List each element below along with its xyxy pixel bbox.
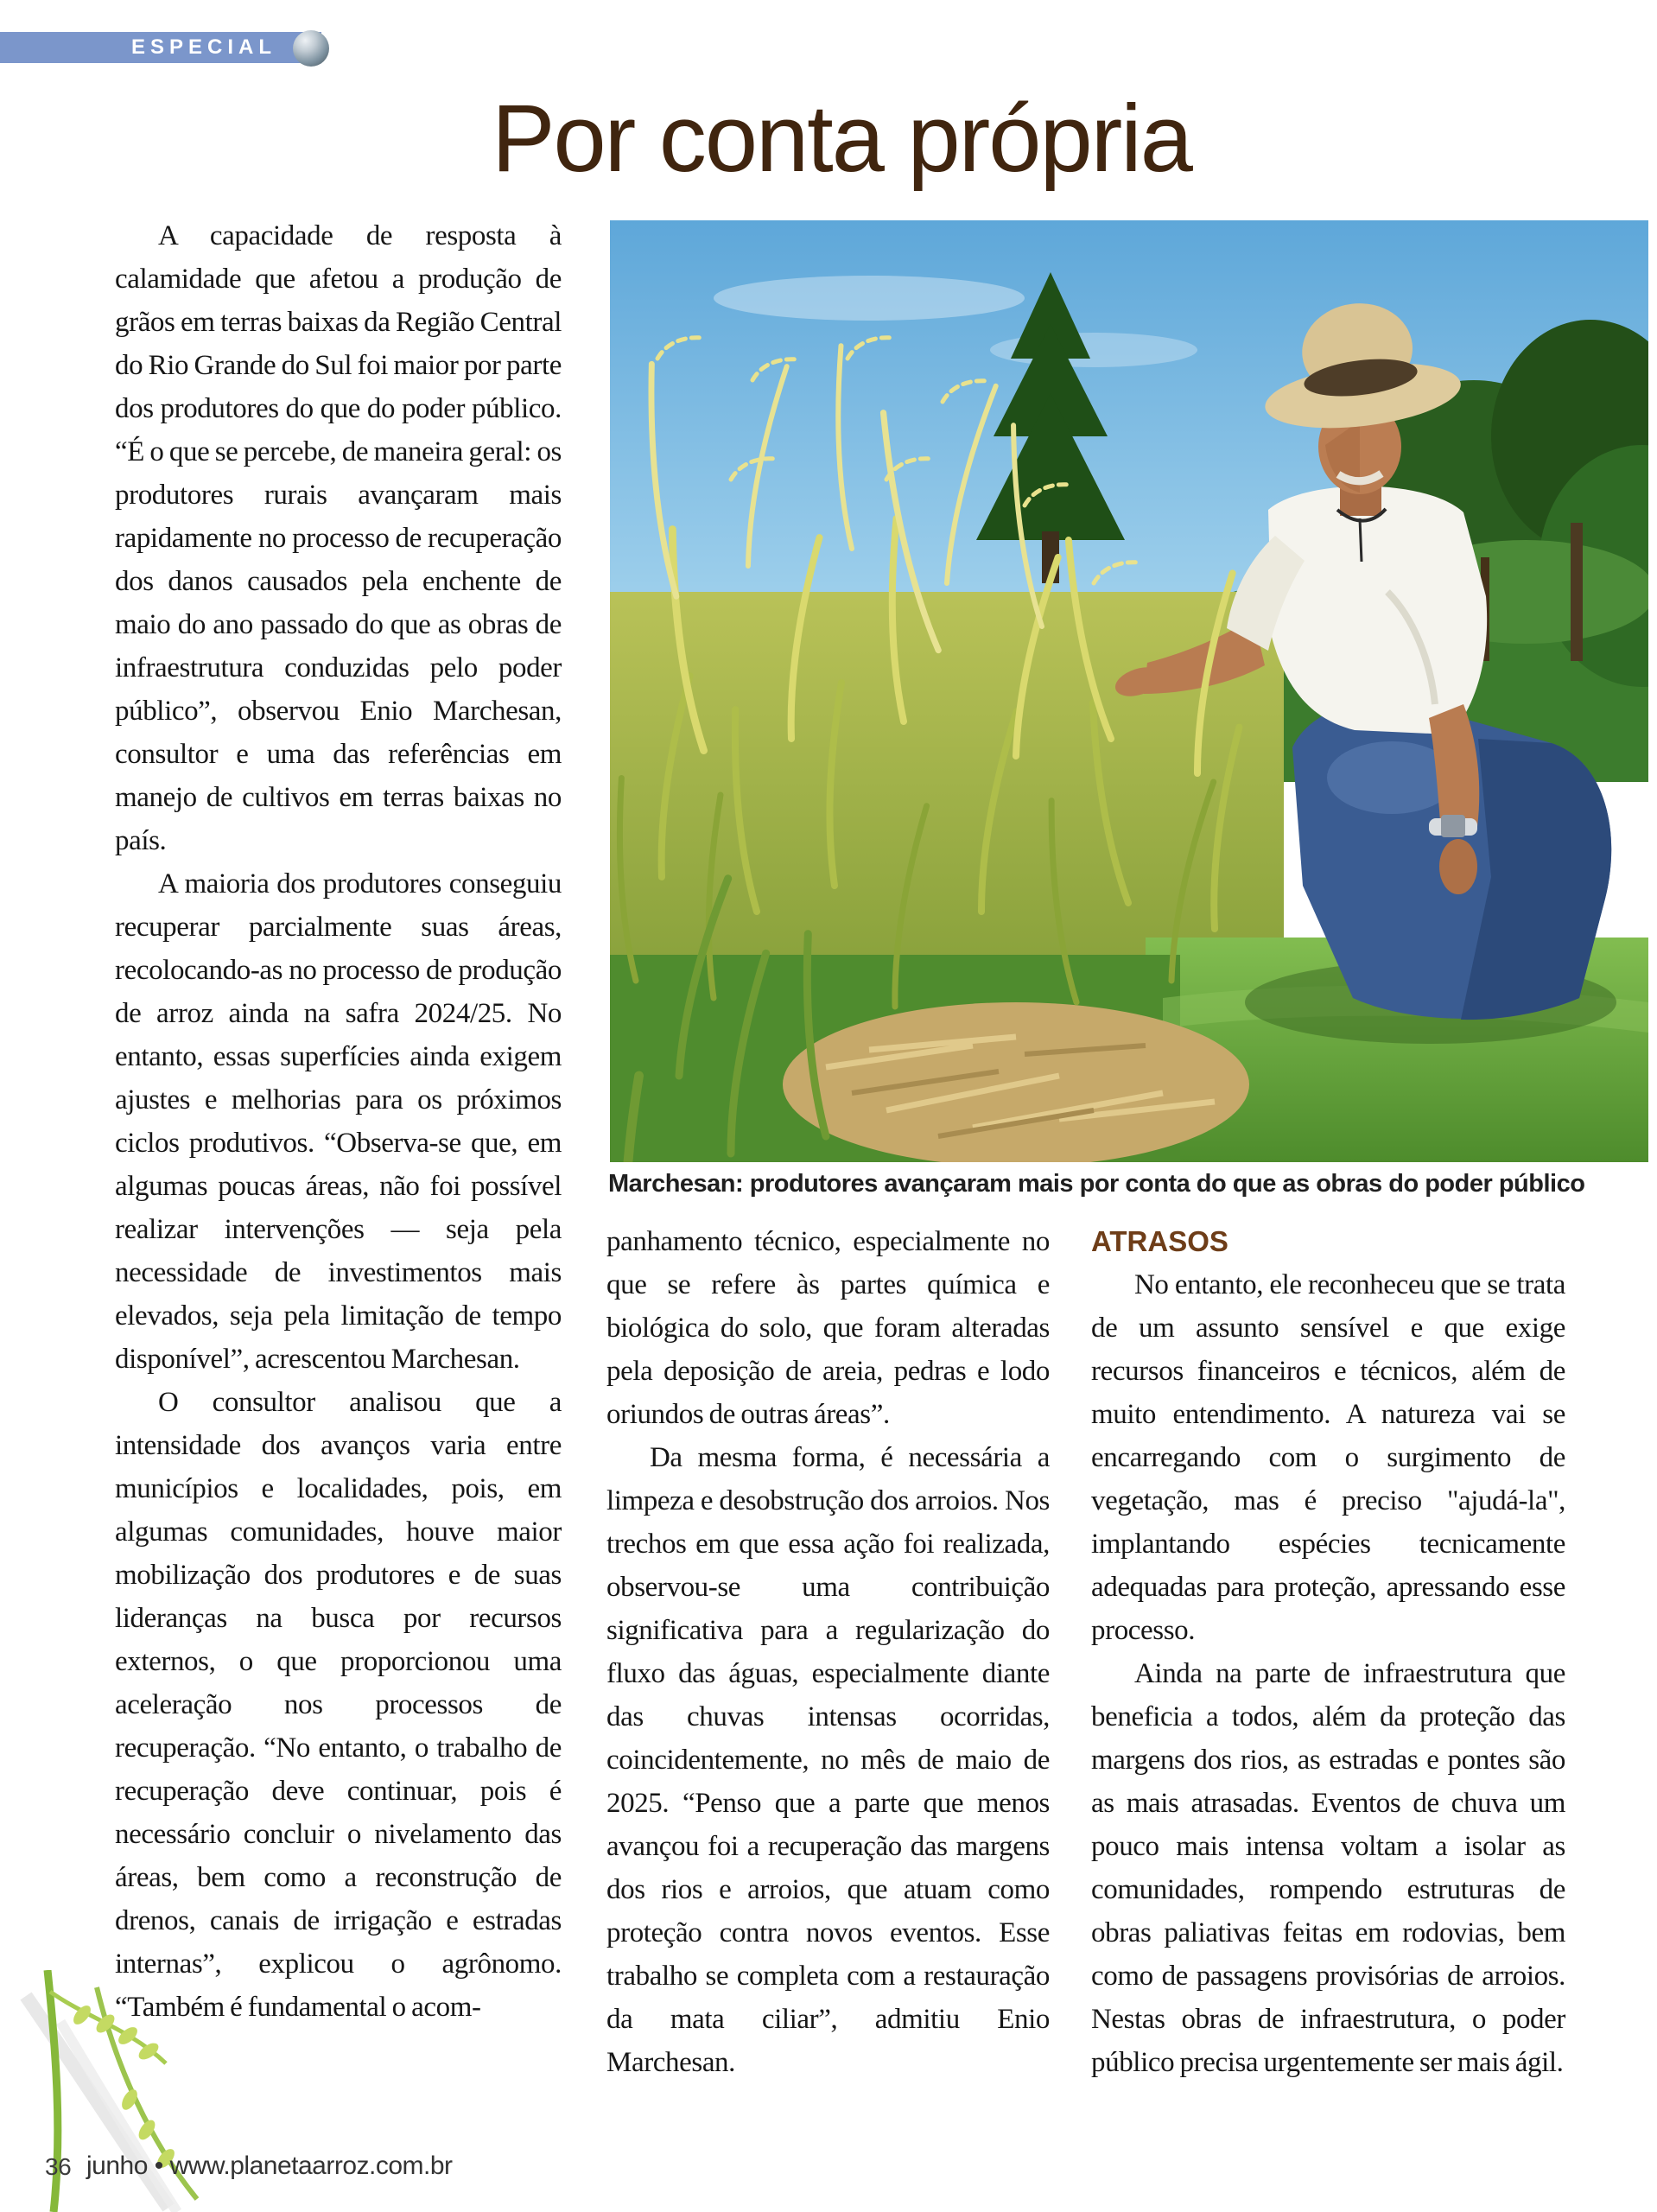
article-photo bbox=[610, 220, 1648, 1162]
paragraph: A capacidade de resposta à calamidade que afetou a produção de grãos em terras baixas da Região Central do Rio Grande do Sul foi maior por parte dos produtores do que do poder público. “É o que se percebe, de maneira geral: os produtores rurais avançaram mais rapidamente no processo de recuperação dos danos causados pela enchente de maio do ano passado do que as obras de infraestrutura conduzidas pelo poder público”, observou Enio Marchesan, consultor e uma das referências em manejo de cultivos em terras baixas no país. bbox=[115, 220, 562, 856]
article-column-3 bbox=[1091, 1220, 1565, 2084]
section-tag-bar bbox=[0, 32, 321, 63]
paragraph: A maioria dos produtores conseguiu recuperar parcialmente suas áreas, recolocando-as no processo de produção de arroz ainda na safra 2024/25. No entanto, essas superfícies ainda exigem ajustes e melhorias para os próximos ciclos produtivos. “Observa-se que, em algumas poucas áreas, não foi possível realizar intervenções — seja pela necessidade de investimentos mais elevados, seja pela limitação de tempo disponível”, acrescentou Marchesan. bbox=[115, 868, 562, 1375]
article-column-2 bbox=[606, 1220, 1050, 2084]
page-title: Por conta própria bbox=[492, 86, 1191, 192]
paragraph: Da mesma forma, é necessária a limpeza e desobstrução dos arroios. Nos trechos em que essa ação foi realizada, observou-se uma contribuição significativa para a regularização do fluxo das águas, especialmente diante das chuvas intensas ocorridas, coincidentemente, no mês de maio de 2025. “Penso que a parte que menos avançou foi a recuperação das margens dos rios e arroios, que atuam como proteção contra novos eventos. Esse trabalho se completa com a restauração da mata ciliar”, admitiu Enio Marchesan. bbox=[606, 1442, 1050, 2078]
paragraph: panhamento técnico, especialmente no que se refere às partes química e biológica do solo, que foram alteradas pela deposição de areia, pedras e lodo oriundos de outras áreas”. bbox=[606, 1226, 1050, 1430]
straw-pile bbox=[783, 1002, 1249, 1162]
globe-sphere-icon bbox=[293, 30, 329, 67]
section-tag-label: ESPECIAL bbox=[130, 35, 276, 59]
article-column-1 bbox=[115, 214, 562, 2029]
paragraph: Ainda na parte de infraestrutura que beneficia a todos, além da proteção das margens dos rios, as estradas e pontes são as mais atrasadas. Eventos de chuva um pouco mais intensa voltam a isolar as comunidades, rompendo estruturas de obras paliativas feitas em rodovias, bem como de passagens provisórias de arroios. Nestas obras de infraestrutura, o poder público precisa urgentemente ser mais ágil. bbox=[1091, 1658, 1565, 2078]
paragraph: No entanto, ele reconheceu que se trata de um assunto sensível e que exige recursos financeiros e técnicos, além de muito entendimento. A natureza vai se encarregando com o surgimento de vegetação, mas é preciso "ajudá-la", implantando espécies tecnicamente adequadas para proteção, apressando esse processo. bbox=[1091, 1269, 1565, 1646]
photo-caption: Marchesan: produtores avançaram mais por conta do que as obras do poder público bbox=[608, 1170, 1585, 1198]
paragraph: O consultor analisou que a intensidade dos avanços varia entre municípios e localidades, pois, em algumas comunidades, houve maior mobilização dos produtores e de suas lideranças na busca por recursos externos, o que proporcionou uma aceleração nos processos de recuperação. “No entanto, o trabalho de recuperação deve continuar, pois é necessário concluir o nivelamento das áreas, bem como a reconstrução de drenos, canais de irrigação e estradas internas”, explicou o agrônomo. “Também é fundamental o acom- bbox=[115, 1387, 562, 2023]
footer-site-text: junho • www.planetaarroz.com.br bbox=[86, 2152, 453, 2180]
page-number: 36 bbox=[45, 2153, 72, 2180]
subheading-atrasos: ATRASOS bbox=[1091, 1225, 1228, 1257]
